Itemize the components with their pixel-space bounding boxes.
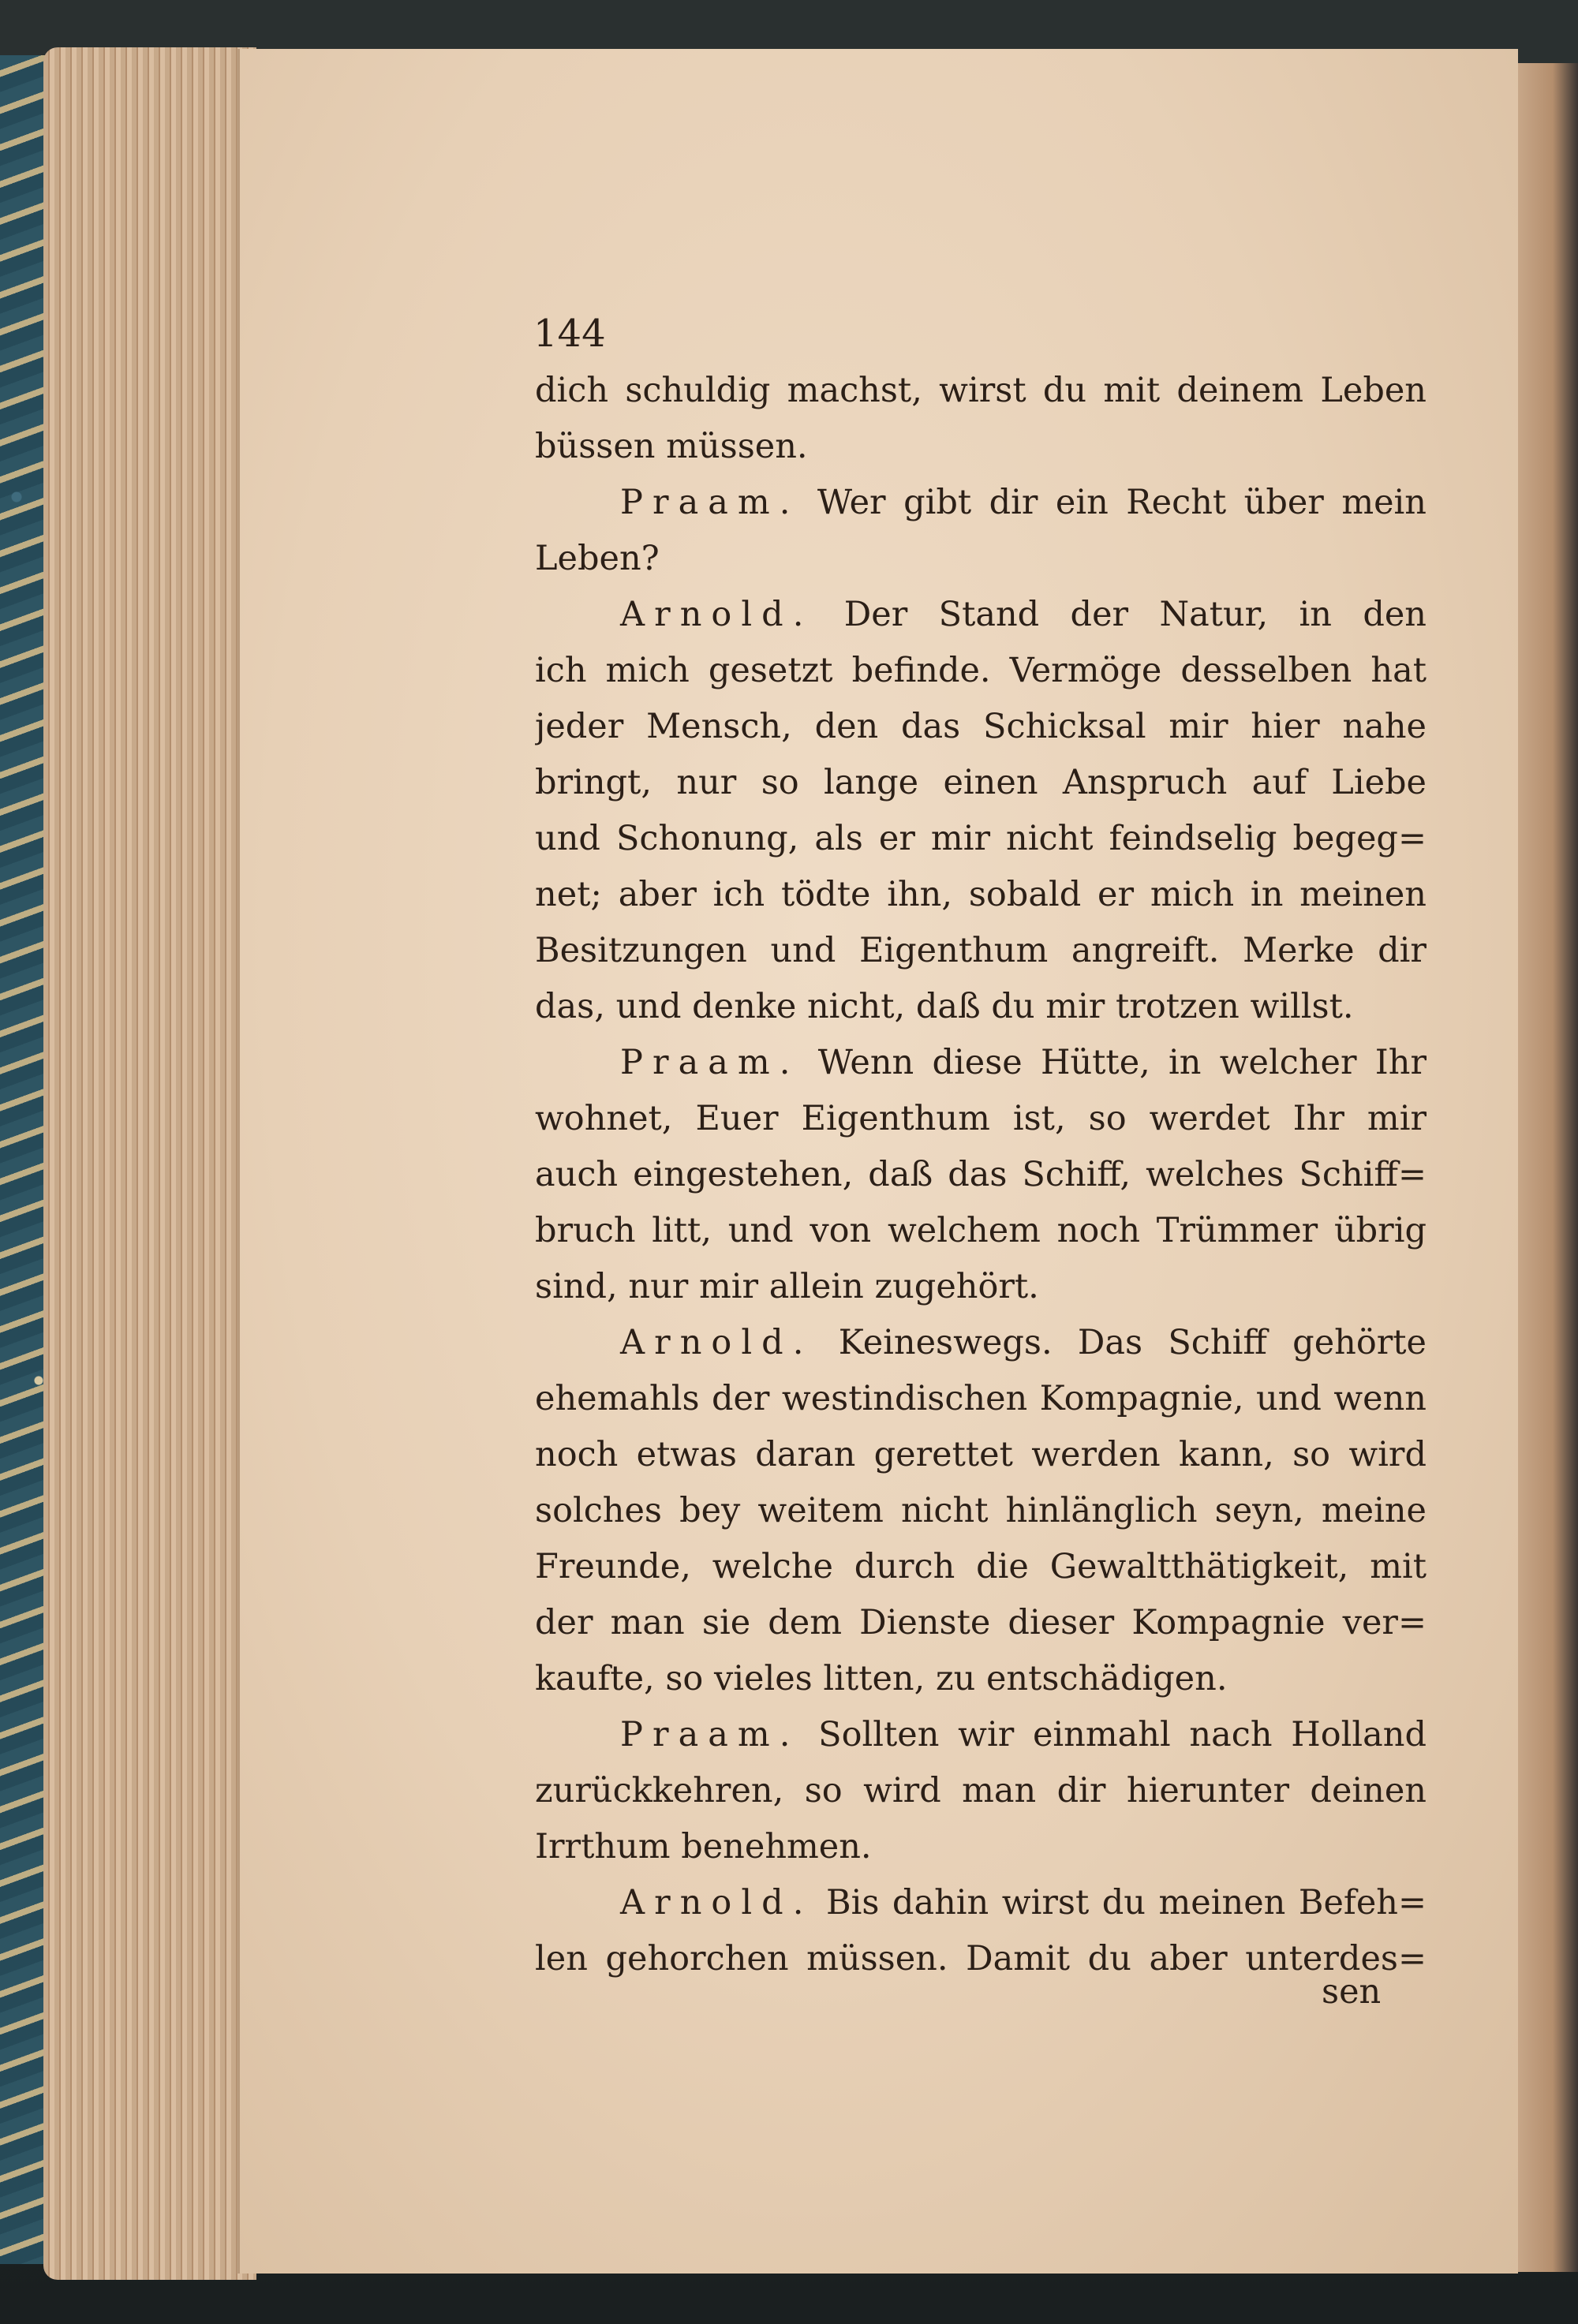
line-text: Keineswegs. Das Schiff gehörte [838, 1323, 1427, 1362]
catchword: sen [1322, 1972, 1382, 2012]
text-line [535, 811, 1427, 867]
line-text: Leben? [535, 539, 660, 578]
text-line [535, 699, 1427, 755]
text-line [535, 1091, 1427, 1147]
page-number: 144 [533, 312, 606, 356]
text-line [535, 1315, 1427, 1371]
text-line [535, 1595, 1427, 1651]
line-text: und Schonung, als er mir nicht feindselig begeg= [535, 819, 1427, 858]
line-text: sind, nur mir allein zugehört. [535, 1267, 1039, 1306]
line-text: jeder Mensch, den das Schicksal mir hier nahe [535, 707, 1427, 746]
text-line [535, 1147, 1427, 1203]
speaker-name: Praam. [620, 1043, 800, 1082]
line-text: der man sie dem Dienste dieser Kompagnie ver= [535, 1603, 1427, 1642]
line-text: Irrthum benehmen. [535, 1827, 872, 1866]
line-text: kaufte, so vieles litten, zu entschädigen. [535, 1659, 1228, 1698]
line-text: Wenn diese Hütte, in welcher Ihr [817, 1043, 1427, 1082]
body-text [535, 363, 1427, 1987]
line-text: len gehorchen müssen. Damit du aber unterdes= [535, 1939, 1427, 1978]
text-line [535, 1427, 1427, 1483]
text-line [535, 531, 1427, 587]
text-line [535, 587, 1427, 643]
speaker-name: Arnold. [620, 1883, 813, 1922]
speaker-name: Arnold. [620, 1323, 813, 1362]
line-text: Bis dahin wirst du meinen Befeh= [825, 1883, 1427, 1922]
text-line [535, 755, 1427, 811]
line-text: Der Stand der Natur, in den [843, 595, 1427, 634]
line-text: wohnet, Euer Eigenthum ist, so werdet Ihr mir [535, 1099, 1427, 1138]
text-line [535, 1707, 1427, 1763]
text-line [535, 1371, 1427, 1427]
line-text: ich mich gesetzt befinde. Vermöge desselben hat [535, 651, 1427, 690]
speaker-name: Praam. [620, 1715, 800, 1754]
line-text: bruch litt, und von welchem noch Trümmer übrig [535, 1211, 1427, 1250]
line-text: noch etwas daran gerettet werden kann, so wird [535, 1435, 1427, 1474]
line-text: bringt, nur so lange einen Anspruch auf Liebe [535, 763, 1427, 802]
text-line [535, 1819, 1427, 1875]
text-line [535, 1035, 1427, 1091]
text-line [535, 1259, 1427, 1315]
text-line [535, 1539, 1427, 1595]
line-text: dich schuldig machst, wirst du mit deinem Leben [535, 371, 1427, 410]
text-line [535, 1875, 1427, 1931]
line-text: büssen müssen. [535, 427, 808, 466]
text-line [535, 1483, 1427, 1539]
text-line [535, 475, 1427, 531]
line-text: net; aber ich tödte ihn, sobald er mich in meinen [535, 875, 1427, 914]
line-text: Besitzungen und Eigenthum angreift. Merke dir [535, 931, 1427, 970]
line-text: ehemahls der westindischen Kompagnie, und wenn [535, 1379, 1427, 1418]
speaker-name: Arnold. [620, 595, 813, 634]
line-text: Sollten wir einmahl nach Holland [818, 1715, 1427, 1754]
text-line [535, 363, 1427, 419]
text-line [535, 867, 1427, 923]
text-line [535, 643, 1427, 699]
speaker-name: Praam. [620, 483, 800, 522]
text-line [535, 1651, 1427, 1707]
line-text: das, und denke nicht, daß du mir trotzen willst. [535, 987, 1354, 1026]
text-line [535, 979, 1427, 1035]
line-text: Freunde, welche durch die Gewaltthätigkeit, mit [535, 1547, 1427, 1586]
text-line [535, 1763, 1427, 1819]
text-line [535, 419, 1427, 475]
line-text: zurückkehren, so wird man dir hierunter deinen [535, 1771, 1427, 1810]
right-page-edge [1515, 63, 1578, 2272]
text-line [535, 1203, 1427, 1259]
line-text: Wer gibt dir ein Recht über mein [817, 483, 1427, 522]
line-text: solches bey weitem nicht hinlänglich seyn, meine [535, 1491, 1427, 1530]
line-text: auch eingestehen, daß das Schiff, welches Schiff= [535, 1155, 1427, 1194]
text-line [535, 923, 1427, 979]
text-line [535, 1931, 1427, 1987]
page-edges [43, 47, 256, 2280]
